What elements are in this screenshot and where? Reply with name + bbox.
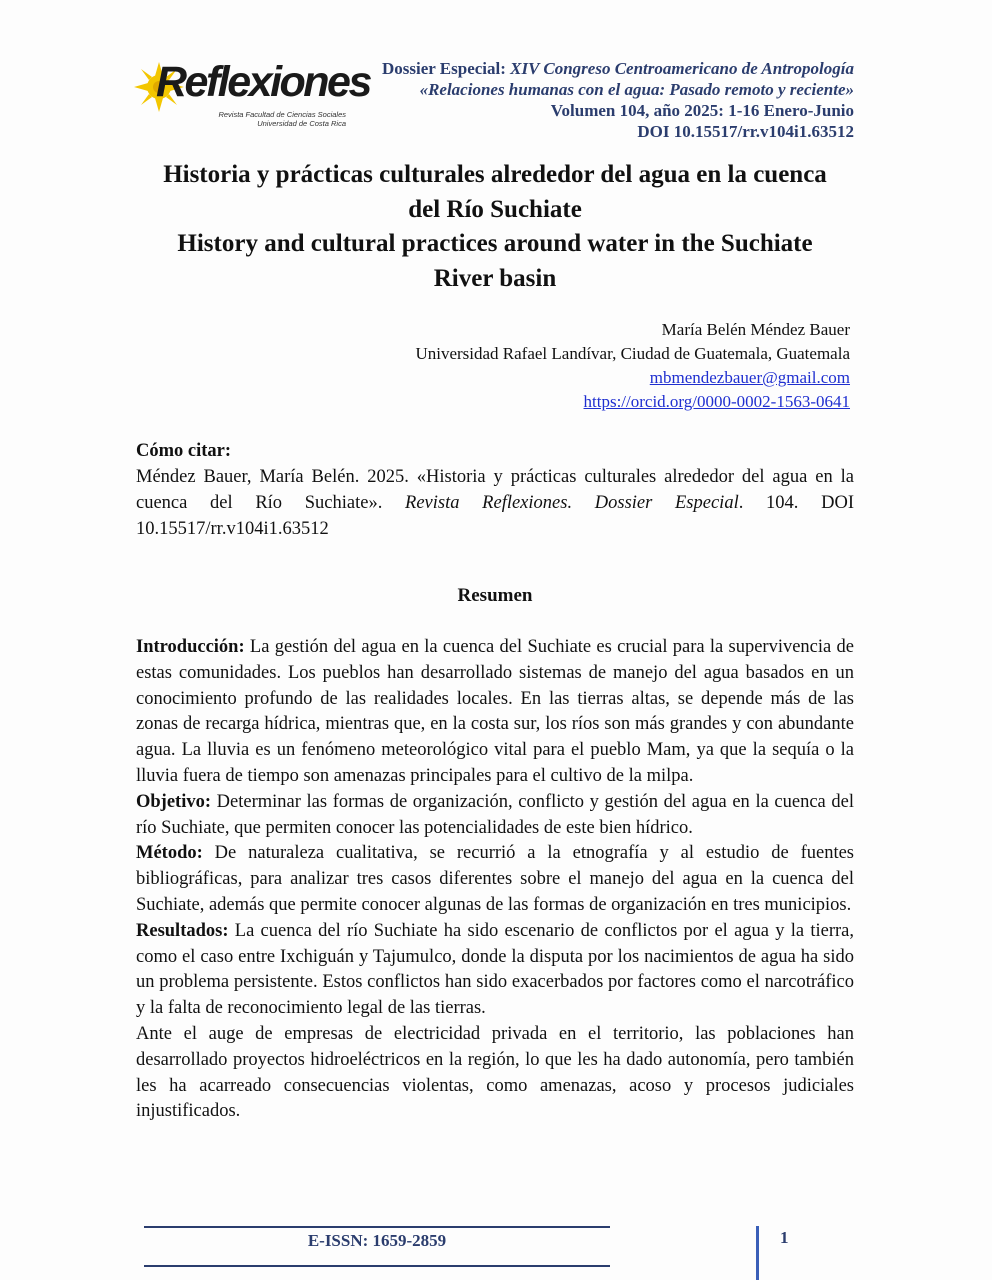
footer-issn: E-ISSN: 1659-2859 <box>307 1231 447 1250</box>
header-volume: Volumen 104, año 2025: 1-16 Enero-Junio <box>550 101 854 120</box>
journal-logo <box>134 58 370 134</box>
author-orcid-link[interactable]: https://orcid.org/0000-0002-1563-0641 <box>583 392 850 411</box>
journal-header <box>382 58 854 142</box>
abstract-method <box>136 841 854 918</box>
abstract-results-continued: Ante el auge de empresas de electricidad privada en el territorio, las poblaciones han desarrollado proyectos hidroeléctricos en la región, lo que les ha dado autonomía, pero también les ha acarreado consecuencias violentas, como amenazas, acoso y procesos judiciales injustificados. <box>136 1023 854 1122</box>
citation-text <box>136 464 854 542</box>
header-theme-text: «Relaciones humanas con el agua: Pasado remoto y reciente» <box>419 80 854 99</box>
citation-journal: Revista Reflexiones. Dossier Especial <box>405 493 739 513</box>
author-affiliation: Universidad Rafael Landívar, Ciudad de Guatemala, Guatemala <box>415 344 850 363</box>
page-number: 1 <box>780 1228 789 1247</box>
article-title <box>140 158 850 296</box>
header-doi: DOI 10.15517/rr.v104i1.63512 <box>637 122 854 141</box>
abstract-objective <box>136 790 854 842</box>
header-congress: XIV Congreso Centroamericano de Antropología <box>510 59 854 78</box>
citation-text-part2: . 104. DOI 10.15517/rr.v104i1.63512 <box>136 493 854 539</box>
title-es-line2: del Río Suchiate <box>408 195 582 223</box>
results-text: La cuenca del río Suchiate ha sido escenario de conflictos por el agua y la tierra, como el caso entre Ixchiguán y Tajumulco, donde la disputa por los nacimientos de agua ha sido un problema persistente. Estos conflictos han sido exacerbados por factores como el narcotráfico y la falta de reconocimiento legal de las tierras. <box>136 920 854 1019</box>
abstract-heading: Resumen <box>457 585 533 606</box>
logo-subtitle <box>206 110 346 128</box>
title-en-line1: History and cultural practices around water in the Suchiate <box>177 230 813 257</box>
method-label: Método: <box>136 843 203 864</box>
footer-rule-top <box>144 1226 610 1228</box>
footer-rule-bottom <box>144 1265 610 1267</box>
header-dossier-prefix: Dossier Especial: <box>382 59 511 78</box>
abstract-body <box>136 635 854 1125</box>
results-label: Resultados: <box>136 920 229 941</box>
intro-label: Introducción: <box>136 637 245 657</box>
author-name: María Belén Méndez Bauer <box>661 320 850 339</box>
citation-label: Cómo citar: <box>136 441 232 461</box>
title-es-line1: Historia y prácticas culturales alrededor del agua en la cuenca <box>163 161 827 188</box>
abstract-introduction <box>136 635 854 790</box>
method-text: De naturaleza cualitativa, se recurrió a la etnografía y al estudio de fuentes bibliográficas, para analizar tres casos diferentes sobre el manejo del agua en la cuenca del Suchiate, además que permite conocer algunas de las formas de organización en tres municipios. <box>136 843 854 915</box>
abstract-results <box>136 919 854 1022</box>
title-en-line2: River basin <box>433 264 557 292</box>
objective-text: Determinar las formas de organización, conflicto y gestión del agua en la cuenca del río Suchiate, que permiten conocer las potencialidades de este bien hídrico. <box>136 791 854 838</box>
logo-subtitle-line2: Universidad de Costa Rica <box>257 119 346 128</box>
footer-vertical-bar <box>756 1226 759 1280</box>
logo-subtitle-line1: Revista Facultad de Ciencias Sociales <box>218 110 346 119</box>
citation-text-part1: Méndez Bauer, María Belén. 2025. «Historia y prácticas culturales alrededor del agua en la cuenca del Río Suchiate». <box>136 467 854 513</box>
citation-block <box>136 438 854 542</box>
author-block <box>415 318 850 414</box>
author-email-link[interactable]: mbmendezbauer@gmail.com <box>649 368 850 387</box>
header-dossier <box>382 58 854 79</box>
objective-label: Objetivo: <box>136 791 212 812</box>
logo-wordmark: Reflexiones <box>156 58 370 106</box>
header-theme <box>382 79 854 100</box>
intro-text: La gestión del agua en la cuenca del Suchiate es crucial para la supervivencia de estas comunidades. Los pueblos han desarrollado sistemas de manejo del agua basados en un conocimiento profundo de las realidades locales. En las tierras altas, se depende más de las zonas de recarga hídrica, mientras que, en la costa sur, los ríos son más grandes y con abundante agua. La lluvia es un fenómeno meteorológico vital para el pueblo Mam, ya que la sequía o la lluvia fuera de tiempo son amenazas principales para el cultivo de la milpa. <box>136 637 854 786</box>
